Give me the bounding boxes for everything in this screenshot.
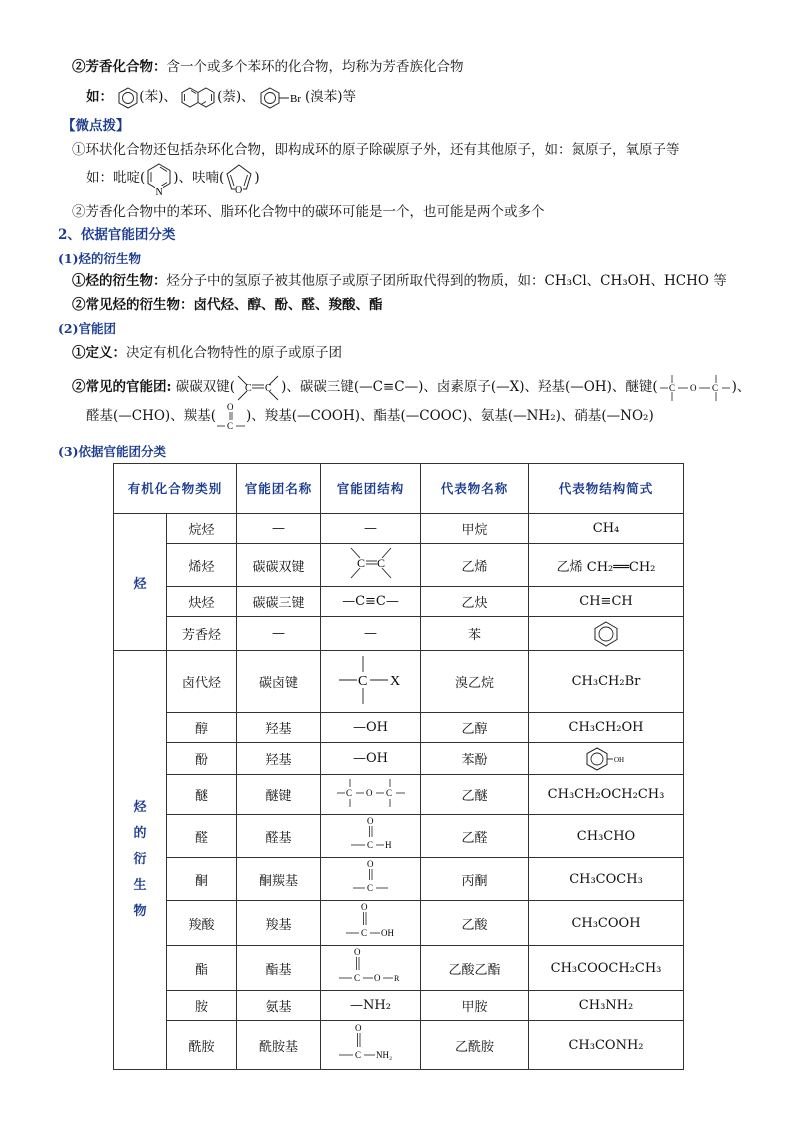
tip-item-1: ①环状化合物还包括杂环化合物，即构成环的原子除碳原子外，还有其他原子，如：氮原子，氧原子等 — [72, 142, 680, 158]
table-row — [114, 946, 684, 991]
row-rep-formula: CH₃CH₂OCH₂CH₃ — [529, 775, 684, 815]
row-rep-formula: CH₃COOCH₂CH₃ — [529, 946, 684, 991]
row-fg-name: — — [237, 514, 321, 544]
acid-c: C — [360, 928, 367, 938]
row-rep-name: 丙酮 — [421, 858, 529, 901]
row-class: 酚 — [167, 743, 237, 775]
acid-o: O — [360, 902, 367, 912]
table-row — [114, 544, 684, 587]
row-rep-formula: 乙烯 CH₂══CH₂ — [529, 544, 684, 587]
row-class: 酯 — [167, 946, 237, 991]
phenol-structure-icon — [585, 746, 627, 772]
naphthalene-icon — [181, 87, 217, 109]
row-fg-name: 酯基 — [237, 946, 321, 991]
row-fg-name: 羟基 — [237, 743, 321, 775]
ether-tbl-c2: C — [385, 787, 392, 798]
ether-o: O — [689, 382, 697, 393]
pyridine-prefix: 如：吡啶( — [86, 170, 146, 186]
group-derivative — [114, 651, 167, 1070]
derivative-char: 生 — [133, 878, 147, 893]
derivative-definition — [72, 272, 727, 290]
ether-c2: C — [711, 382, 718, 393]
table-row — [114, 991, 684, 1021]
table-row — [114, 901, 684, 946]
row-fg-struct-amide — [321, 1021, 421, 1070]
benzene-structure-icon — [592, 620, 620, 648]
row-class: 胺 — [167, 991, 237, 1021]
row-rep-name: 甲胺 — [421, 991, 529, 1021]
acid-oh: OH — [380, 928, 394, 938]
common-text: 卤代烃、醇、酚、醛、羧酸、酯 — [193, 297, 383, 313]
row-rep-formula: CH₃CH₂OH — [529, 713, 684, 743]
row-fg-struct-ether — [321, 775, 421, 815]
row-class: 芳香烃 — [167, 617, 237, 651]
ether-c1: C — [668, 382, 675, 393]
row-class: 羧酸 — [167, 901, 237, 946]
fg-line1-a: 碳碳双键( — [175, 379, 236, 395]
alkene-structure-icon — [341, 544, 401, 582]
table-row — [114, 587, 684, 617]
group-hydrocarbon: 烃 — [114, 514, 167, 651]
ester-c: C — [353, 973, 360, 983]
table-row — [114, 651, 684, 713]
fg-common-label: ②常见的官能团: — [72, 379, 172, 395]
row-rep-name: 苯酚 — [421, 743, 529, 775]
table-header-row — [114, 464, 684, 514]
br-label: Br — [289, 92, 301, 105]
row-class: 醇 — [167, 713, 237, 743]
amide-o: O — [354, 1023, 361, 1033]
table-row — [114, 713, 684, 743]
pyridine-icon — [145, 162, 173, 196]
ket-o: O — [366, 859, 373, 869]
table-row — [114, 1021, 684, 1070]
row-fg-struct-ketone — [321, 858, 421, 901]
fg-line2-b: )、羧基(—COOH)、酯基(—COOC)、氨基(—NH₂)、硝基(—NO₂) — [245, 408, 654, 424]
row-rep-name: 乙烯 — [421, 544, 529, 587]
row-rep-formula-benzene — [529, 617, 684, 651]
amide-nh2: NH₂ — [375, 1050, 392, 1060]
row-rep-name: 溴乙烷 — [421, 651, 529, 713]
row-rep-name: 苯 — [421, 617, 529, 651]
alkene-c2: C — [376, 556, 385, 570]
row-fg-struct-alkene — [321, 544, 421, 587]
derivative-char: 物 — [133, 904, 147, 919]
alkene-c1: C — [356, 556, 365, 570]
row-rep-formula: CH₄ — [529, 514, 684, 544]
row-rep-name: 甲烷 — [421, 514, 529, 544]
row-rep-name: 乙醇 — [421, 713, 529, 743]
ether-tbl-o: O — [365, 787, 372, 798]
header-rep-name: 代表物名称 — [421, 464, 529, 514]
row-fg-name: 碳卤键 — [237, 651, 321, 713]
row-fg-struct-aldehyde — [321, 815, 421, 858]
halide-structure-icon — [333, 652, 409, 708]
row-fg-name: 醚键 — [237, 775, 321, 815]
table-row — [114, 743, 684, 775]
row-class: 酰胺 — [167, 1021, 237, 1070]
halide-c: C — [357, 673, 367, 689]
row-rep-formula-phenol — [529, 743, 684, 775]
fg-definition — [72, 344, 342, 362]
furan-mid: )、呋喃( — [173, 170, 225, 186]
derivative-label: ①烃的衍生物： — [72, 273, 167, 289]
row-rep-name: 乙醚 — [421, 775, 529, 815]
row-rep-formula: CH₃CH₂Br — [529, 651, 684, 713]
double-bond-icon — [235, 373, 281, 403]
fg-line1-c: )、 — [731, 379, 751, 395]
aldehyde-structure-icon — [341, 815, 401, 853]
phenol-oh: OH — [614, 755, 625, 764]
common-label: ②常见烃的衍生物： — [72, 297, 194, 313]
tip-title: 【微点拨】 — [62, 118, 130, 134]
common-derivatives — [72, 296, 383, 314]
fg-line2-a: 醛基(—CHO)、羰基( — [86, 408, 216, 424]
ester-structure-icon — [331, 946, 411, 986]
table-row — [114, 617, 684, 651]
row-fg-struct: —OH — [321, 743, 421, 775]
db-c2: C — [265, 382, 272, 394]
row-fg-name: 酰胺基 — [237, 1021, 321, 1070]
row-rep-formula: CH₃NH₂ — [529, 991, 684, 1021]
ketone-structure-icon — [341, 858, 401, 896]
derivative-char: 的 — [133, 826, 147, 841]
row-fg-struct-halide — [321, 651, 421, 713]
row-rep-name: 乙炔 — [421, 587, 529, 617]
fg-def-text: 决定有机化合物特性的原子或原子团 — [126, 345, 342, 361]
carboxyl-structure-icon — [336, 901, 406, 941]
row-fg-name: — — [237, 617, 321, 651]
row-fg-name: 碳碳双键 — [237, 544, 321, 587]
row-fg-struct-ester — [321, 946, 421, 991]
fg-def-label: ①定义： — [72, 345, 126, 361]
classification-table — [113, 463, 684, 1070]
row-class: 炔烃 — [167, 587, 237, 617]
header-fg-name: 官能团名称 — [237, 464, 321, 514]
ether-structure-icon — [333, 776, 409, 810]
derivative-char: 衍 — [133, 852, 147, 867]
fg-common-line-2 — [86, 400, 654, 433]
row-fg-name: 碳碳三键 — [237, 587, 321, 617]
row-fg-struct: — — [321, 617, 421, 651]
row-fg-struct: —NH₂ — [321, 991, 421, 1021]
ester-r: R — [393, 974, 399, 983]
aromatic-label: ②芳香化合物： — [72, 59, 167, 75]
row-rep-formula: CH₃CHO — [529, 815, 684, 858]
row-rep-formula: CH₃COCH₃ — [529, 858, 684, 901]
row-class: 烷烃 — [167, 514, 237, 544]
ald-o: O — [366, 816, 373, 826]
ald-h: H — [384, 840, 391, 850]
db-c1: C — [245, 382, 252, 394]
row-rep-formula: CH₃CONH₂ — [529, 1021, 684, 1070]
row-class: 烯烃 — [167, 544, 237, 587]
row-class: 酮 — [167, 858, 237, 901]
tip-item-2: ②芳香化合物中的苯环、脂环化合物中的碳环可能是一个，也可能是两个或多个 — [72, 204, 545, 220]
row-fg-name: 羧基 — [237, 901, 321, 946]
sub-heading-3: (3)依据官能团分类 — [58, 444, 167, 459]
bromobenzene-icon — [259, 87, 305, 109]
ether-bond-icon — [658, 373, 732, 403]
table-row — [114, 858, 684, 901]
row-fg-name: 醛基 — [237, 815, 321, 858]
aromatic-definition — [72, 58, 464, 76]
sub-heading-2: (2)官能团 — [58, 321, 117, 336]
header-rep-formula: 代表物结构简式 — [529, 464, 684, 514]
furan-icon — [224, 162, 254, 196]
fg-common-line-1 — [72, 372, 750, 403]
row-fg-name: 酮羰基 — [237, 858, 321, 901]
row-fg-name: 羟基 — [237, 713, 321, 743]
row-rep-name: 乙醛 — [421, 815, 529, 858]
row-rep-formula: CH≡CH — [529, 587, 684, 617]
aromatic-examples — [86, 86, 356, 109]
amide-c: C — [354, 1050, 361, 1060]
row-fg-struct: —OH — [321, 713, 421, 743]
row-rep-name: 乙酸 — [421, 901, 529, 946]
carbonyl-o: O — [226, 401, 234, 412]
table-row — [114, 815, 684, 858]
row-fg-name: 氨基 — [237, 991, 321, 1021]
derivative-text: 烃分子中的氢原子被其他原子或原子团所取代得到的物质，如：CH₃Cl、CH₃OH、HCHO 等 — [166, 273, 727, 289]
header-fg-struct: 官能团结构 — [321, 464, 421, 514]
derivative-char: 烃 — [133, 800, 147, 815]
row-fg-struct: —C≡C— — [321, 587, 421, 617]
ether-tbl-c1: C — [345, 787, 352, 798]
ester-o1: O — [353, 947, 360, 957]
halide-x: X — [389, 673, 400, 689]
table-row — [114, 514, 684, 544]
tip-item-1-examples — [86, 160, 260, 196]
aromatic-text: 含一个或多个苯环的化合物，均称为芳香族化合物 — [166, 59, 464, 75]
row-class: 醛 — [167, 815, 237, 858]
fg-line1-b: )、碳碳三键(—C≡C—)、卤素原子(—X)、羟基(—OH)、醚键( — [281, 379, 658, 395]
header-class: 有机化合物类别 — [114, 464, 237, 514]
furan-end: ) — [254, 170, 260, 186]
section-2-heading: 2、依据官能团分类 — [58, 227, 176, 243]
carbonyl-icon — [216, 401, 246, 433]
ex-benzene: (苯)、 — [139, 89, 177, 105]
table-row — [114, 775, 684, 815]
pyridine-n-label: N — [155, 186, 164, 196]
row-class: 醚 — [167, 775, 237, 815]
ket-c: C — [366, 883, 373, 893]
row-rep-name: 乙酸乙酯 — [421, 946, 529, 991]
row-fg-struct-acid — [321, 901, 421, 946]
ex-naphthalene: (萘)、 — [217, 89, 255, 105]
row-rep-formula: CH₃COOH — [529, 901, 684, 946]
ex-bromobenzene: (溴苯)等 — [304, 89, 357, 105]
row-fg-struct: — — [321, 514, 421, 544]
row-rep-name: 乙酰胺 — [421, 1021, 529, 1070]
carbonyl-c: C — [226, 420, 233, 431]
example-prefix: 如： — [86, 89, 113, 105]
sub-heading-1: (1)烃的衍生物 — [58, 251, 142, 266]
row-class: 卤代烃 — [167, 651, 237, 713]
ester-o2: O — [373, 973, 380, 983]
ald-c: C — [366, 840, 373, 850]
amide-structure-icon — [331, 1021, 411, 1065]
furan-o-label: O — [235, 184, 243, 196]
benzene-icon — [117, 87, 139, 109]
